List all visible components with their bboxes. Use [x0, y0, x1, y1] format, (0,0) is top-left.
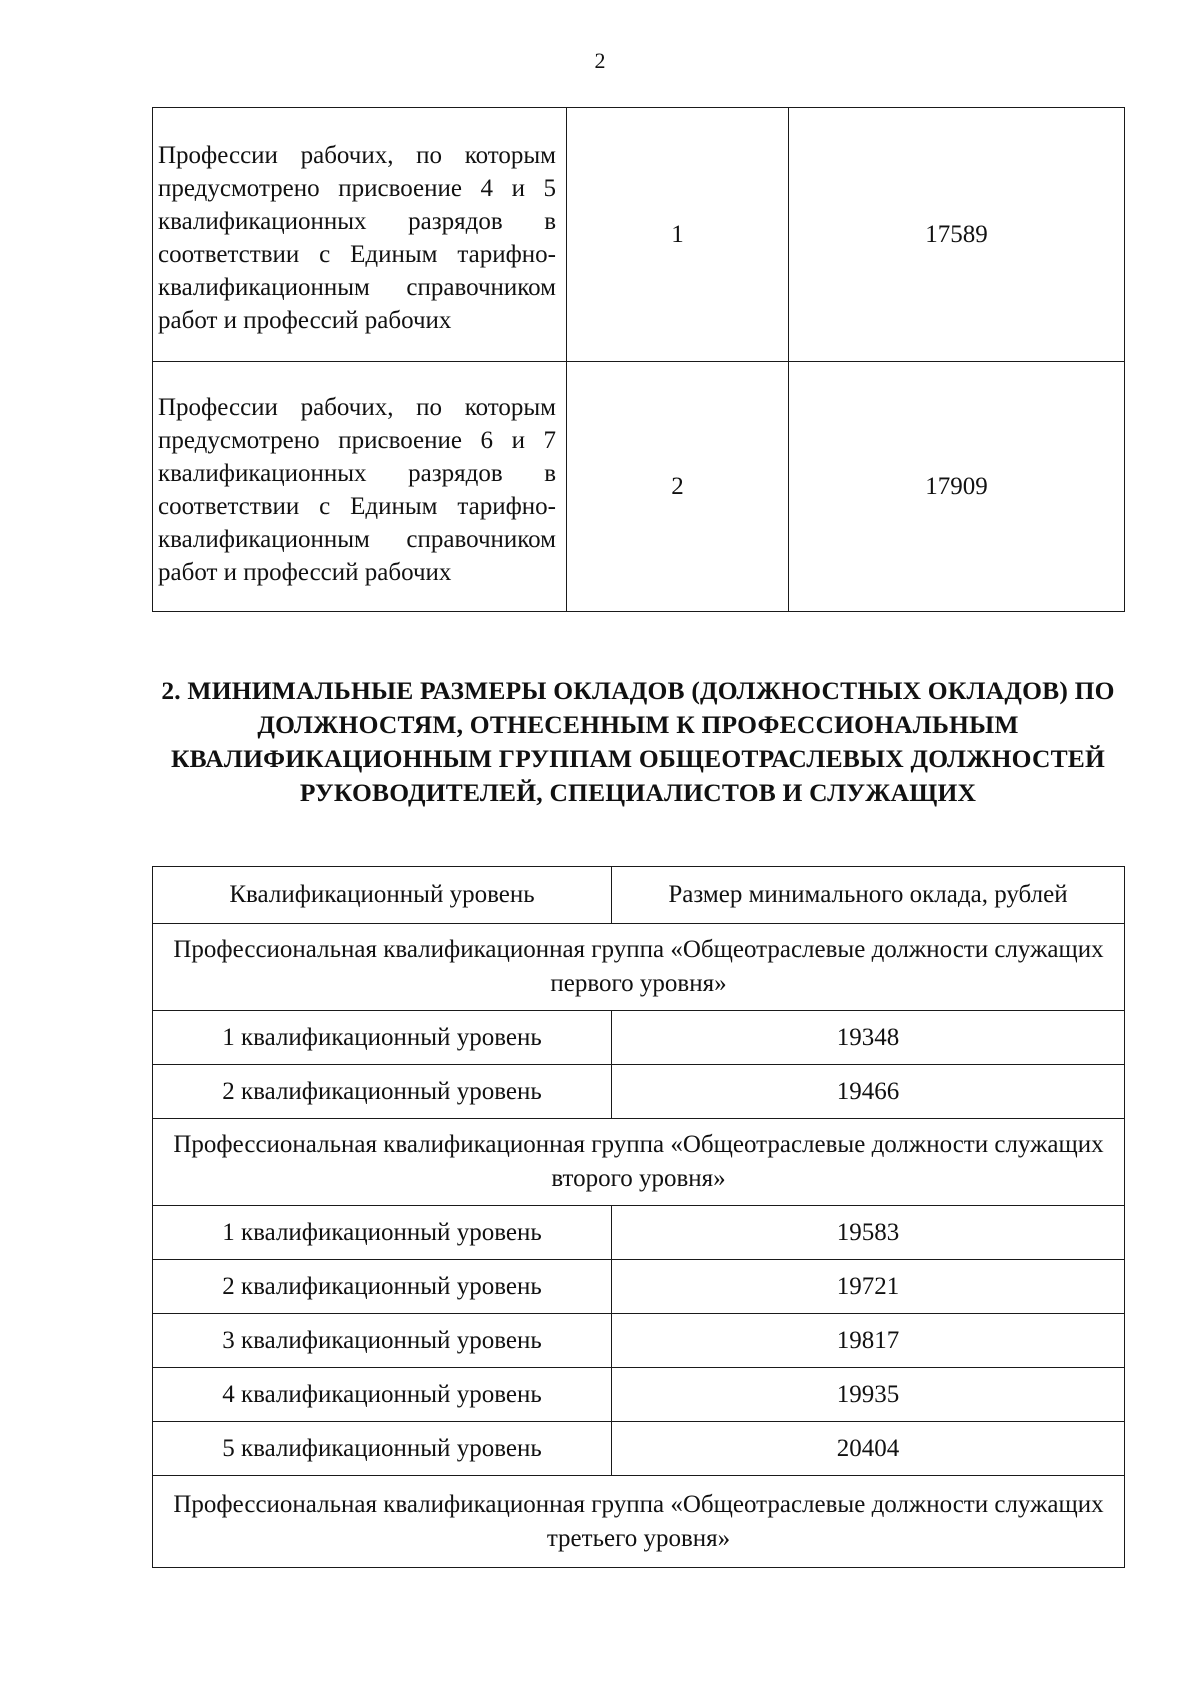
group-row [153, 924, 1125, 1011]
profession-description: Профессии рабочих, по которым предусмотрено присвоение 4 и 5 квалификационных разрядов в соответствии с Единым тарифно-квалификационным справочником работ и профессий рабочих [153, 108, 567, 362]
table-row [153, 1368, 1125, 1422]
group-row [153, 1476, 1125, 1568]
salary-value: 19721 [612, 1260, 1125, 1314]
level-label: 1 квалификационный уровень [153, 1011, 612, 1065]
table-row [153, 108, 1125, 362]
level-label: 5 квалификационный уровень [153, 1422, 612, 1476]
salary-value: 20404 [612, 1422, 1125, 1476]
table-row [153, 1065, 1125, 1119]
group-row [153, 1119, 1125, 1206]
table-row [153, 1206, 1125, 1260]
salary-value: 17589 [789, 108, 1125, 362]
section-title: 2. МИНИМАЛЬНЫЕ РАЗМЕРЫ ОКЛАДОВ (ДОЛЖНОСТНЫХ ОКЛАДОВ) ПО ДОЛЖНОСТЯМ, ОТНЕСЕННЫМ К ПРОФЕССИОНАЛЬНЫМ КВАЛИФИКАЦИОННЫМ ГРУППАМ ОБЩЕОТРАСЛЕВЫХ ДОЛЖНОСТЕЙ РУКОВОДИТЕЛЕЙ, СПЕЦИАЛИСТОВ И СЛУЖАЩИХ [161, 676, 1115, 807]
level-label: 2 квалификационный уровень [153, 1260, 612, 1314]
table-row [153, 1011, 1125, 1065]
level-label: 1 квалификационный уровень [153, 1206, 612, 1260]
level-label: 4 квалификационный уровень [153, 1368, 612, 1422]
salary-value: 19583 [612, 1206, 1125, 1260]
group-title: Профессиональная квалификационная группа «Общеотраслевые должности служащих третьего уровня» [153, 1476, 1125, 1568]
qualification-level: 2 [567, 362, 789, 612]
table-row [153, 1422, 1125, 1476]
group-title: Профессиональная квалификационная группа «Общеотраслевые должности служащих первого уровня» [153, 924, 1125, 1011]
profession-description: Профессии рабочих, по которым предусмотрено присвоение 6 и 7 квалификационных разрядов в соответствии с Единым тарифно-квалификационным справочником работ и профессий рабочих [153, 362, 567, 612]
salary-value: 19348 [612, 1011, 1125, 1065]
salary-value: 19817 [612, 1314, 1125, 1368]
table-header-row [153, 867, 1125, 924]
salary-value: 19466 [612, 1065, 1125, 1119]
header-salary: Размер минимального оклада, рублей [612, 867, 1125, 924]
table-row [153, 1314, 1125, 1368]
salary-levels-table [152, 866, 1125, 1568]
salary-value: 17909 [789, 362, 1125, 612]
salary-value: 19935 [612, 1368, 1125, 1422]
table-row [153, 1260, 1125, 1314]
page-number: 2 [594, 48, 606, 73]
worker-professions-table [152, 107, 1125, 612]
table-row [153, 362, 1125, 612]
group-title: Профессиональная квалификационная группа «Общеотраслевые должности служащих второго уровня» [153, 1119, 1125, 1206]
level-label: 2 квалификационный уровень [153, 1065, 612, 1119]
qualification-level: 1 [567, 108, 789, 362]
header-level: Квалификационный уровень [153, 867, 612, 924]
level-label: 3 квалификационный уровень [153, 1314, 612, 1368]
